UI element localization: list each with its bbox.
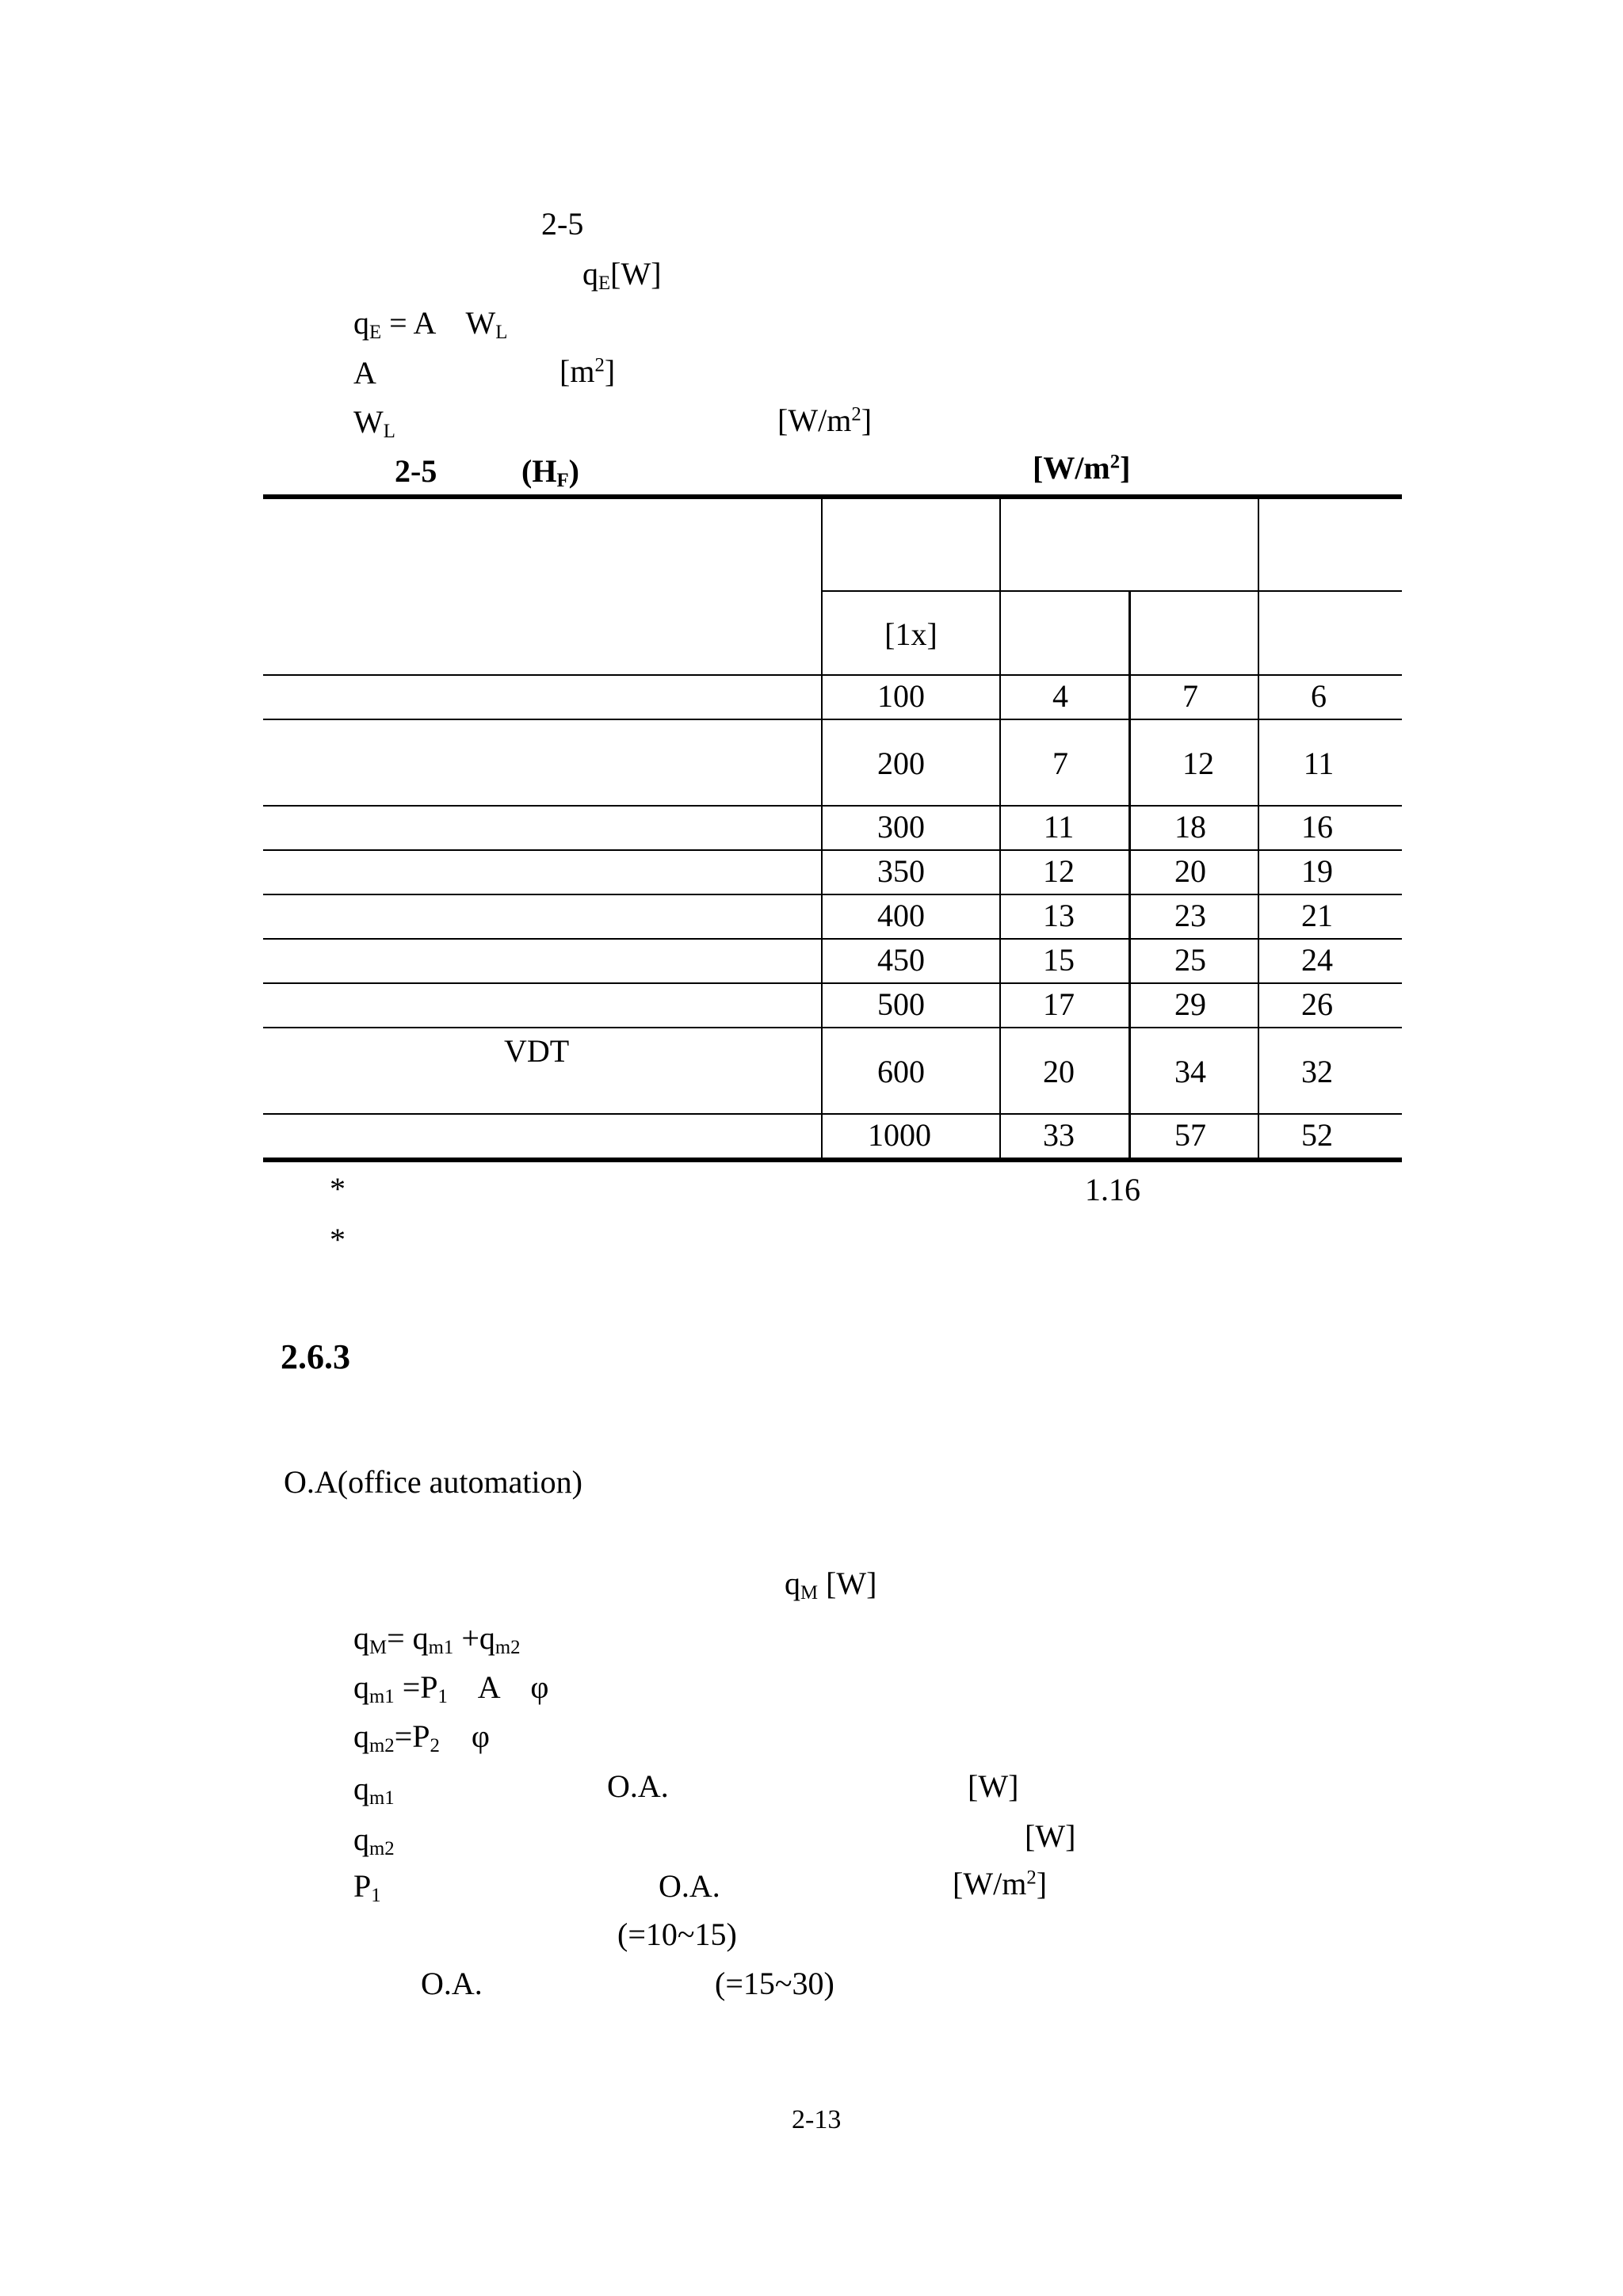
table-cell-lux: 300	[877, 809, 925, 845]
table-rule	[263, 719, 1402, 720]
table-rule	[263, 982, 1402, 984]
table-cell: 20	[1174, 853, 1206, 889]
table-cell: 52	[1301, 1117, 1333, 1153]
def-wl-symbol: $W_L$	[353, 404, 395, 443]
table-cell: 12	[1043, 853, 1075, 889]
table-cell-lux: 100	[877, 678, 925, 714]
table-cell: 21	[1301, 898, 1333, 933]
page-number: 2-13	[792, 2105, 842, 2134]
table-cell: 57	[1174, 1117, 1206, 1153]
table-cell: 11	[1043, 809, 1075, 845]
def-qm1-text: O.A.	[607, 1768, 669, 1804]
table-cell: 33	[1043, 1117, 1075, 1153]
oa-equation-3: $q_{m2}=P_2$ φ	[353, 1718, 490, 1757]
table-cell: 16	[1301, 809, 1333, 845]
table-caption-symbol: $(H_F)$	[521, 453, 579, 492]
def-qm2-symbol: $q_{m2}$	[353, 1821, 395, 1860]
table-cell: 20	[1043, 1054, 1075, 1089]
table-cell: 12	[1182, 746, 1214, 781]
table-header-divider	[822, 590, 1402, 592]
def-qm2-unit: [W]	[1025, 1818, 1076, 1854]
def-area-unit: $[m^2]$	[559, 353, 616, 389]
def-area-symbol: A	[353, 355, 376, 391]
table-cell: 34	[1174, 1054, 1206, 1089]
table-cell-lux: 400	[877, 898, 925, 933]
oa-equation-1: $q_M= q_{m1} +q_{m2}$	[353, 1620, 521, 1659]
table-rule	[263, 805, 1402, 807]
table-reference: 2-5	[541, 206, 584, 242]
table-cell: 32	[1301, 1054, 1333, 1089]
table-cell: 7	[1052, 746, 1068, 781]
table-cell: 23	[1174, 898, 1206, 933]
table-cell: 25	[1174, 942, 1206, 978]
table-cell: 24	[1301, 942, 1333, 978]
table-note-mark: *	[330, 1222, 346, 1257]
table-cell-lux: 200	[877, 746, 925, 781]
def-qm1-symbol: $q_{m1}$	[353, 1771, 395, 1810]
oa-heat-symbol: $q_M$ [W]	[785, 1566, 877, 1604]
table-cell: 18	[1174, 809, 1206, 845]
table-cell: 6	[1311, 678, 1327, 714]
lighting-heat-symbol: $q_E[W]$	[582, 256, 662, 295]
table-cell-lux: 600	[877, 1054, 925, 1089]
table-cell: 17	[1043, 986, 1075, 1022]
def-wl-unit: $[W/m^2]$	[777, 402, 873, 438]
table-rule	[263, 1113, 1402, 1115]
table-rule	[263, 674, 1402, 676]
table-cell: 4	[1052, 678, 1068, 714]
table-rule	[263, 1027, 1402, 1028]
table-rule	[263, 849, 1402, 851]
table-cell: 29	[1174, 986, 1206, 1022]
table-cell-lux: 1000	[868, 1117, 931, 1153]
def-qm1-unit: [W]	[968, 1768, 1019, 1804]
def-p1-symbol: $P_1$	[353, 1868, 381, 1907]
table-cell: 15	[1043, 942, 1075, 978]
table-cell: 7	[1182, 678, 1198, 714]
oa-equation-2: $q_{m1} =P_1$ A φ	[353, 1669, 549, 1708]
oa-range-2: (=15~30)	[715, 1966, 834, 2001]
table-cell-lux: 450	[877, 942, 925, 978]
table-cell: 19	[1301, 853, 1333, 889]
oa-range-1: (=10~15)	[617, 1917, 737, 1952]
table-bottom-rule	[263, 1158, 1402, 1162]
def-p1-text: O.A.	[659, 1868, 720, 1904]
table-rule	[263, 938, 1402, 940]
table-caption-number: 2-5	[395, 453, 437, 489]
table-cell: 26	[1301, 986, 1333, 1022]
oa-range-2-label: O.A.	[421, 1966, 483, 2001]
section-heading: 2.6.3	[281, 1337, 350, 1376]
def-p1-unit: $[W/m^2]$	[953, 1866, 1048, 1901]
table-note-mark: *	[330, 1171, 346, 1207]
table-cell-lux: 350	[877, 853, 925, 889]
table-cell: 13	[1043, 898, 1075, 933]
table-rule	[263, 894, 1402, 895]
table-cell-lux: 500	[877, 986, 925, 1022]
table-top-rule	[263, 494, 1402, 499]
table-row-label: VDT	[504, 1033, 570, 1069]
lighting-formula: $q_E = A$ $W_L$	[353, 305, 508, 344]
table-note-value: 1.16	[1085, 1172, 1140, 1207]
table-caption-unit: $[W/m^2]$	[1033, 450, 1131, 486]
oa-intro: O.A(office automation)	[284, 1464, 582, 1500]
table-cell: 11	[1303, 746, 1335, 781]
table-header-lux: [1x]	[884, 616, 938, 652]
